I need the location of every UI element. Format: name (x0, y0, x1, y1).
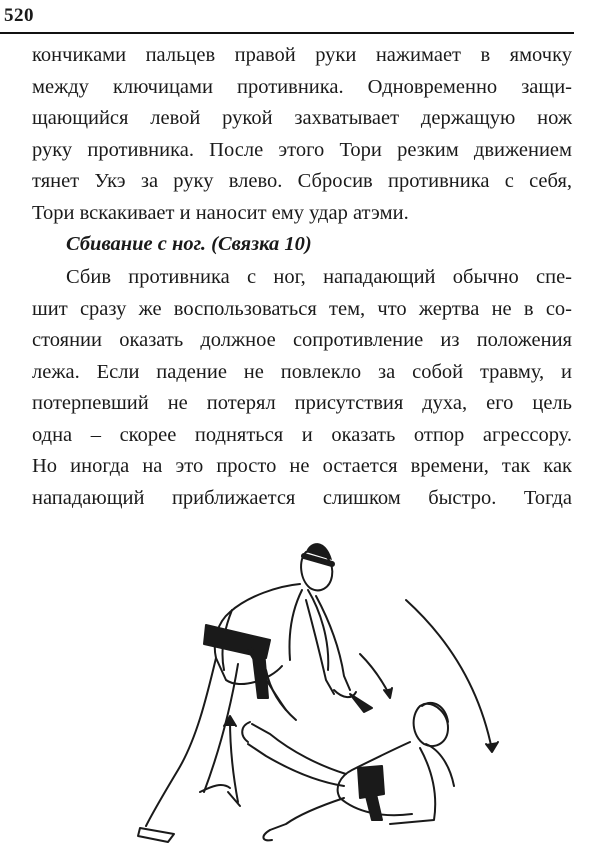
arrow-icon (230, 720, 238, 802)
paragraph-line: лежа. Если падение не повлекло за собой травму, и (32, 360, 572, 383)
paragraph-line: нападающий приближается слишком быстро. Тогда (32, 486, 572, 509)
paragraph-2 (32, 262, 572, 514)
paragraph-line: Но иногда на это просто не остается времени, так как (32, 455, 572, 477)
paragraph-line: щающийся левой рукой захватывает держащую нож (32, 107, 572, 129)
paragraph-line: Сбив противника с ног, нападающий обычно спе- (66, 266, 572, 288)
paragraph-line: тянет Укэ за руку влево. Сбросив противника с себя, (32, 170, 572, 192)
section-heading: Сбивание с ног. (Связка 10) (66, 233, 312, 255)
paragraph-1 (32, 40, 572, 229)
paragraph-line: Тори вскакивает и наносит ему удар атэми. (32, 201, 409, 224)
paragraph-line: шит сразу же воспользоваться тем, что жертва не в со- (32, 297, 572, 320)
paragraph-line: потерпевший не потерял присутствия духа, его цель (32, 392, 572, 414)
page-number: 520 (4, 5, 34, 26)
paragraph-line: кончиками пальцев правой руки нажимает в ямочку (32, 44, 572, 66)
paragraph-line: руку противника. После этого Тори резким движением (32, 138, 572, 161)
header-rule (0, 32, 574, 34)
defender-figure (242, 703, 454, 841)
arrow-icon (406, 600, 492, 750)
attacker-figure (138, 543, 372, 842)
paragraph-line: между ключицами противника. Одновременно защи- (32, 75, 572, 98)
paragraph-line: одна – скорее подняться и оказать отпор агрессору. (32, 423, 572, 446)
paragraph-line: стоянии оказать должное сопротивление из положения (32, 329, 572, 351)
illustration-knife-defense (120, 530, 540, 845)
